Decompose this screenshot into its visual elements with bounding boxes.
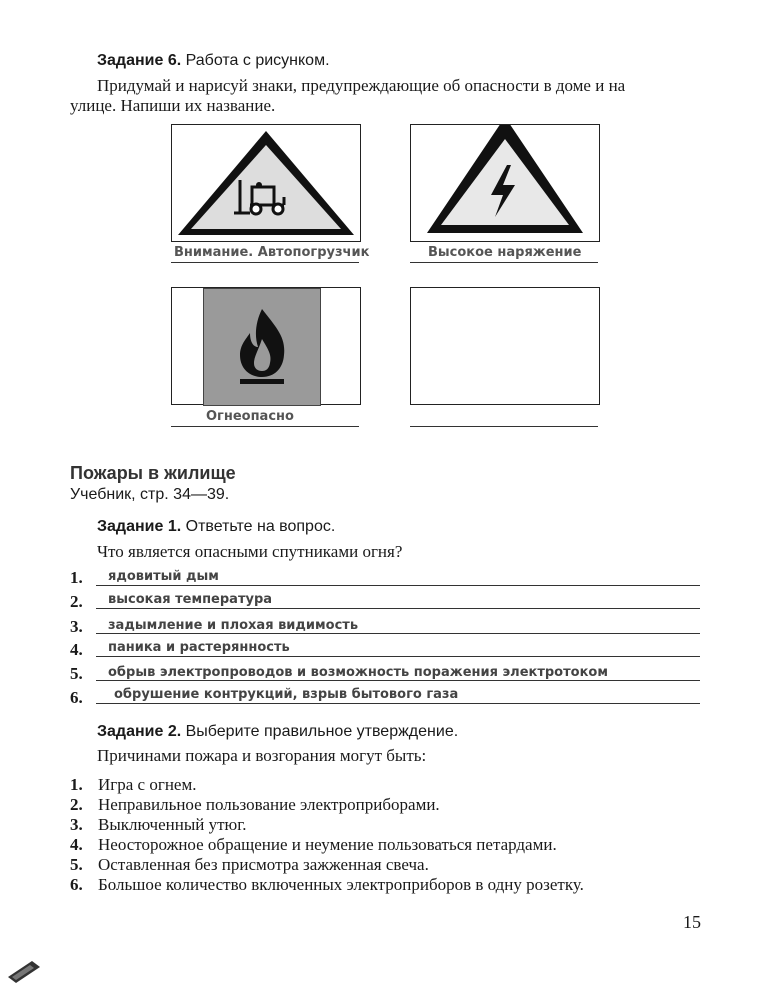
answer-line (96, 656, 700, 657)
sign-box-empty (410, 287, 600, 405)
sign-caption-3: Огнеопасно (206, 409, 294, 424)
answer-text: ядовитый дым (108, 569, 219, 584)
task6-instruction-line2: улице. Напиши их название. (70, 96, 276, 115)
flammable-icon (203, 288, 321, 406)
list-item: 5. Оставленная без присмотра зажженная свеча. (70, 855, 429, 874)
caption-line-4 (410, 426, 598, 427)
task6-label: Задание 6. (97, 52, 182, 69)
answer-line (96, 585, 700, 586)
task6-instruction-line1: Придумай и нарисуй знаки, предупреждающие об опасности в доме и на (97, 76, 626, 95)
answer-number: 5. (70, 664, 83, 683)
task6-title: Работа с рисунком. (185, 52, 330, 69)
sign-caption-1: Внимание. Автопогрузчик (174, 245, 370, 260)
section-reference: Учебник, стр. 34—39. (70, 486, 230, 503)
caption-line-3 (171, 426, 359, 427)
task2-heading (97, 723, 458, 741)
answer-line (96, 703, 700, 704)
task2-title: Выберите правильное утверждение. (185, 723, 459, 740)
list-item: 1. Игра с огнем. (70, 775, 197, 794)
corner-stamp-icon (4, 955, 44, 985)
answer-number: 6. (70, 688, 83, 707)
task1-question: Что является опасными спутниками огня? (97, 542, 403, 561)
answer-number: 4. (70, 640, 83, 659)
caption-line-2 (410, 262, 598, 263)
task1-label: Задание 1. (97, 518, 182, 535)
answer-text: высокая температура (108, 592, 273, 607)
forklift-warning-icon (172, 125, 360, 241)
task6-heading (97, 52, 330, 70)
answer-text: обрушение контрукций, взрыв бытового газа (114, 687, 459, 702)
sign-box-voltage (410, 124, 600, 242)
high-voltage-icon (411, 125, 599, 241)
answer-line (96, 608, 700, 609)
task2-label: Задание 2. (97, 723, 182, 740)
section-title: Пожары в жилище (70, 463, 236, 483)
task1-heading (97, 518, 335, 536)
answer-line (96, 633, 700, 634)
list-item: 6. Большое количество включенных электроприборов в одну розетку. (70, 875, 584, 894)
list-item: 2. Неправильное пользование электроприборами. (70, 795, 440, 814)
answer-text: обрыв электропроводов и возможность поражения электротоком (108, 665, 608, 680)
answer-line (96, 680, 700, 681)
page-number: 15 (683, 912, 701, 932)
caption-line-1 (171, 262, 359, 263)
answer-number: 3. (70, 617, 83, 636)
sign-box-flammable (171, 287, 361, 405)
list-item: 3. Выключенный утюг. (70, 815, 247, 834)
list-item: 4. Неосторожное обращение и неумение пользоваться петардами. (70, 835, 557, 854)
answer-text: задымление и плохая видимость (108, 618, 359, 633)
sign-box-forklift (171, 124, 361, 242)
answer-text: паника и растерянность (108, 640, 290, 655)
sign-caption-2: Высокое наряжение (428, 245, 582, 260)
task1-title: Ответьте на вопрос. (185, 518, 336, 535)
answer-number: 1. (70, 568, 83, 587)
task2-question: Причинами пожара и возгорания могут быть: (97, 746, 427, 765)
answer-number: 2. (70, 592, 83, 611)
